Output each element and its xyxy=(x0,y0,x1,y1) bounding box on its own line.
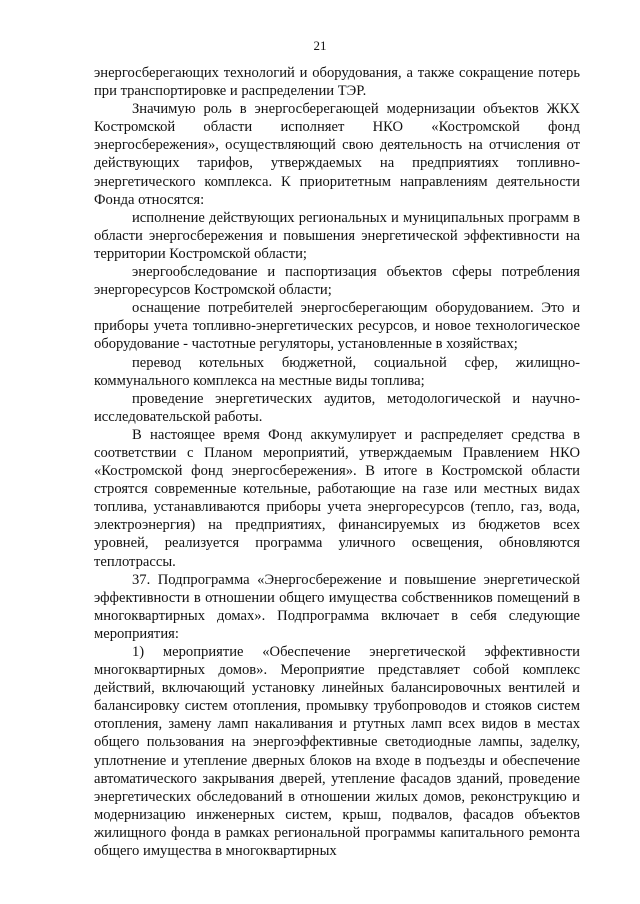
paragraph-measure-1: 1) мероприятие «Обеспечение энергетической эффективности многоквартирных домов». Мероприятие представляет собой комплекс действий, включающий установку линейных балансировочных вентилей и балансировку систем отопления, промывку трубопроводов и стояков систем отопления, замену ламп накаливания и ртутных ламп всех видов в местах общего пользования на энергоэффективные светодиодные лампы, заделку, уплотнение и утепление дверных блоков на входе в подъезды и обеспечение автоматического закрывания дверей, утепление фасадов зданий, проведение энергетических обследований в отношении жилых домов, реконструкцию и модернизацию инженерных систем, крыш, подвалов, фасадов объектов жилищного фонда в рамках региональной программы капитального ремонта общего имущества в многоквартирных xyxy=(94,644,580,860)
paragraph-priority-research: проведение энергетических аудитов, методологической и научно-исследовательской работы. xyxy=(94,390,580,425)
paragraph-subprogram-37: 37. Подпрограмма «Энергосбережение и повышение энергетической эффективности в отношении общего имущества собственников помещений в многоквартирных домах». Подпрограмма включает в себя следующие мероприятия: xyxy=(94,571,580,642)
paragraph-fund-role: Значимую роль в энергосберегающей модернизации объектов ЖКХ Костромской области исполняет НКО «Костромской фонд энергосбережения», осуществляющий свою деятельность на отчисления от действующих тарифов, утверждаемых на предприятиях топливно-энергетического комплекса. К приоритетным направлениям деятельности Фонда относятся: xyxy=(94,101,580,208)
paragraph-fund-activity: В настоящее время Фонд аккумулирует и распределяет средства в соответствии с Планом мероприятий, утверждаемым Правлением НКО «Костромской фонд энергосбережения». В итоге в Костромской области строятся современные котельные, работающие на газе или местных видах топлива, устанавливаются приборы учета энергоресурсов (тепло, газ, вода, электроэнергия) на предприятиях, финансируемых из бюджетов всех уровней, реализуется программа уличного освещения, обновляются теплотрассы. xyxy=(94,426,580,570)
page-body xyxy=(94,64,580,860)
paragraph-continuation: энергосберегающих технологий и оборудования, а также сокращение потерь при транспортировке и распределении ТЭР. xyxy=(94,65,580,100)
paragraph-priority-equipment: оснащение потребителей энергосберегающим оборудованием. Это и приборы учета топливно-энергетических ресурсов, и новое технологическое оборудование - частотные регуляторы, установленные в хозяйствах; xyxy=(94,300,580,353)
paragraph-priority-programs: исполнение действующих региональных и муниципальных программ в области энергосбережения и повышения энергетической эффективности на территории Костромской области; xyxy=(94,209,580,262)
paragraph-priority-boilers: перевод котельных бюджетной, социальной сфер, жилищно-коммунального комплекса на местные виды топлива; xyxy=(94,354,580,389)
paragraph-priority-audit: энергообследование и паспортизация объектов сферы потребления энергоресурсов Костромской области; xyxy=(94,264,580,299)
page-number: 21 xyxy=(313,38,327,53)
